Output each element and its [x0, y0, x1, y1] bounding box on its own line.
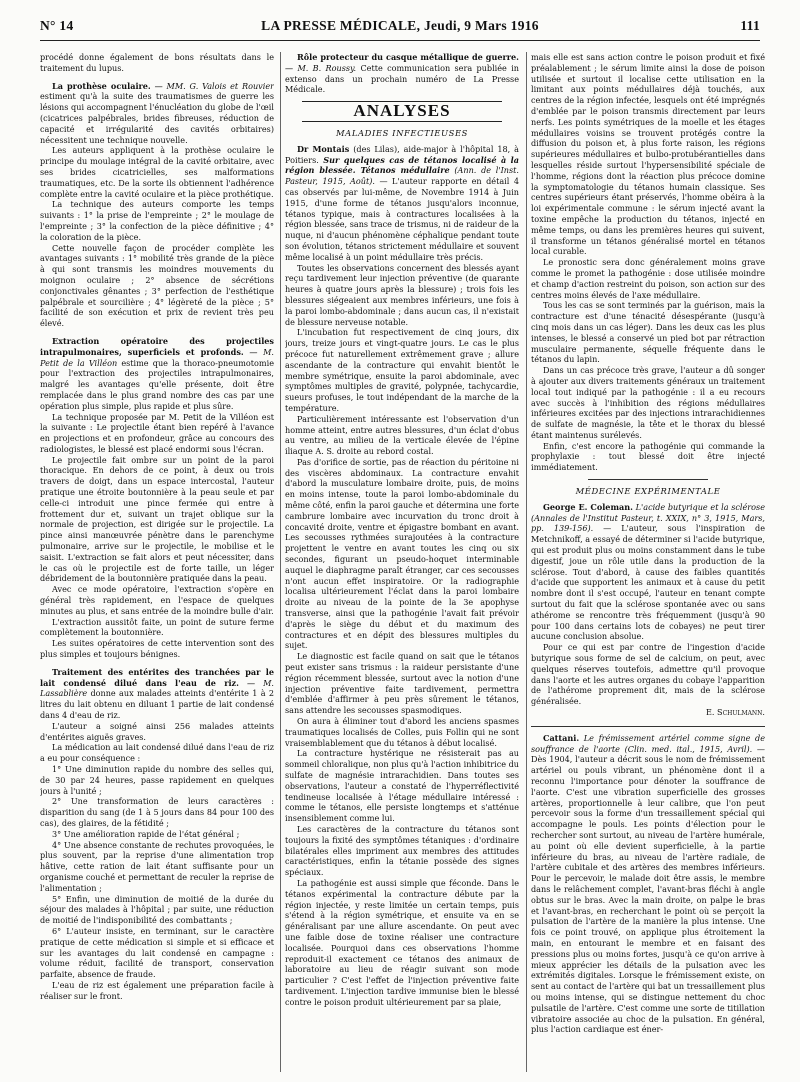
article-authors: — MM. G. Valois et Rouvier — [150, 80, 274, 91]
paragraph: L'eau de riz est également une préparation facile à réaliser sur le front. — [40, 979, 274, 1001]
list-item: 5° Enfin, une diminution de moitié de la durée du séjour des malades à l'hôpital ; par suite, une réduction de moitié de l'indisponibilité des combattants ; — [40, 893, 274, 926]
section-title-analyses: ANALYSES — [302, 101, 502, 122]
list-item: 3° Une amélioration rapide de l'état général ; — [52, 828, 240, 839]
paragraph: Enfin, c'est encore la pathogénie qui commande la prophylaxie : tout blessé doit être injecté immédiatement. — [531, 440, 765, 473]
paragraph: Pour ce qui est par contre de l'ingestion d'acide butyrique sous forme de sel de calcium, on peut, avec quelques réserves toutefois, admettre qu'il provoque dans l'aorte et les autres organes du cobaye l'apparition de l'athérome proprement dit, mais de la sclérose généralisée. — [531, 642, 765, 707]
paragraph: La technique des auteurs comporte les temps suivants : 1° la prise de l'empreinte ; 2° le moulage de l'empreinte ; 3° la confection de la pièce définitive ; 4° la coloration de la pièce. — [40, 199, 274, 242]
article-title: Sur quelques cas de tétanos localisé à la région blessée. Tétanos médullaire — [285, 154, 519, 176]
article-heading: Traitement des entérites des tranchées par le lait condensé dilué dans l'eau de riz. — [40, 666, 274, 688]
article-cattani — [531, 733, 765, 1035]
paragraph: Pas d'orifice de sortie, pas de réaction du péritoine ni des viscères abdominaux. La contracture envahit d'abord la musculature lombaire droite, puis, de moins en moins intense, toute la paroi lombo-abdominale du même côté, enfin la paroi gauche et détermina une forte cambrure lombaire avec incurvation du tronc droit à concavité droite, ventre et épigastre bombant en avant. Les secousses rythmées surajoutées à la contracture projettent le ventre en avant toutes les cinq ou six secondes, figurant un pseudo-hoquet interminable auquel le diaphragme paraît étranger, car ces secousses n'ont aucun effet inspiratoire. Or la radiographie localisa ultérieurement l'éclat dans la paroi lombaire droite au niveau de la pointe de la 3e apophyse transverse, ainsi que la pathogénie l'avait fait prévoir d'après le siège du début et du maximum des contractures et en dépit des blessures multiples du sujet. — [285, 456, 519, 651]
list-item: 4° Une absence constante de rechutes provoquées, le plus souvent, par la reprise d'une alimentation trop hâtive, cette ration de lait étant suffisante pour un organisme couché et permettant de reculer la reprise de l'alimentation ; — [40, 839, 274, 893]
column-1 — [40, 52, 274, 1072]
paragraph: — L'auteur rapporte en détail 4 cas observés par lui-même, de Novembre 1914 à Juin 1915, d'une forme de tétanos jusqu'alors inconnue, tétanos typique, mais à contractures localisées à la région blessée, sans trace de trismus, ni de raideur de la nuque, ni d'aucun phénomène céphalique pendant toute son évolution, tétanos strictement médullaire et souvent même localisé à un point médullaire très précis. — [285, 176, 519, 262]
paragraph: mais elle est sans action contre le poison produit et fixé préalablement ; le sérum limite ainsi la dose de poison utilisée et surtout il localise cette utilisation en la limitant aux points médullaires déjà touchés, aux centres de la région infectée, lesquels ont été imprégnés d'emblée par le poison transmis directement par leurs nerfs. Les points symétriques de la moelle et les étages médullaires voisins se trouvent protégés contre la diffusion du poison et, à plus forte raison, les régions supérieures médullaires et bulbo-protubérantielles dans lesquelles réside surtout l'hypersensibilité spéciale de l'homme, régions dont la réaction plus précoce domine la symptomatologie du tétanos humain classique. Ses centres supérieurs étant préservés, l'homme obéira à la loi expérimentale commune : le sérum injecté avant la toxine empêche la production du tétanos, injecté en même temps, ou dans les premières heures qui suivent, il transforme un tétanos généralisé mortel en tétanos local curable. — [531, 52, 765, 257]
page-header — [40, 14, 760, 36]
paragraph: procédé donne également de bons résultats dans le traitement du lupus. — [40, 52, 274, 73]
list-item: 6° L'auteur insiste, en terminant, sur le caractère pratique de cette médication si simple et si efficace et sur les avantages du lait condensé en campagne : volume réduit, facilité de transport, conservation parfaite, absence de fraude. — [40, 925, 274, 980]
article-authors: — M. Petit de la Villéon — [40, 346, 274, 368]
paragraph: La contracture hystérique ne résisterait pas au sommeil chloralique, non plus qu'à l'action inhibitrice du sulfate de magnésie intrarachidien. Dans toutes ses observations, l'auteur a constaté de l'hyperréflectivité tendineuse localisée à l'étage médullaire intéressé : comme le tétanos, elle persiste longtemps et s'atténue insensiblement comme lui. — [285, 748, 519, 824]
paragraph: Toutes les observations concernent des blessés ayant reçu tardivement leur injection préventive (de quarante heures à quatre jours après la blessure) ; trois fois les blessures siégeaient aux membres inférieurs, une fois à la paroi lombo-abdominale ; dans aucun cas, il n'existait de blessure nerveuse notable. — [285, 262, 519, 327]
article-authors: — M. B. Roussy. — [285, 62, 357, 73]
article-reference: (Clin. med. ital., 1915, Avril). — [619, 743, 753, 754]
article-coleman — [531, 502, 765, 642]
article-heading: La prothèse oculaire. — [52, 80, 151, 91]
page-number: 111 — [740, 18, 760, 33]
section-divider — [588, 479, 708, 480]
column-3 — [531, 52, 765, 1072]
section-heading: MALADIES INFECTIEUSES — [336, 127, 468, 138]
article-reference: (Annales de l'Institut Pasteur, t. XXIX, n° 3, 1915, Mars, pp. 139-156). — [531, 512, 765, 534]
paragraph: La technique proposée par M. Petit de la Villéon est la suivante : Le projectile étant bien repéré à l'avance en projections et en profondeur, grâce au concours des radiologistes, le blessé est placé endormi sous l'écran. — [40, 411, 274, 454]
article-reference: (Ann. de l'Inst. Pasteur, 1915, Août). — [285, 165, 519, 187]
author-affiliation: (des Lilas), aide-major à l'hôpital 18, à Poitiers. — [285, 143, 519, 165]
paragraph: Particulièrement intéressante est l'observation d'un homme atteint, entre autres blessures, d'un éclat d'obus au ventre, au milieu de la verticale élevée de l'épine iliaque A. S. droite au rebord costal. — [285, 413, 519, 457]
paragraph: Cette nouvelle façon de procéder complète les avantages suivants : 1° mobilité très grande de la pièce à qui sont transmis les moindres mouvements du moignon oculaire ; 2° absence de sécrétions conjonctivales gênantes ; 3° perfection de l'esthétique palpébrale et sourcilière ; 4° légèreté de la pièce ; 5° facilité de son exécution et prix de revient très peu élevé. — [40, 242, 274, 329]
paragraph: Le diagnostic est facile quand on sait que le tétanos peut exister sans trismus : la raideur persistante d'une région récemment blessée, surtout avec la notion d'une injection préventive faite tardivement, permettra d'emblée d'affirmer à peu près sûrement le tétanos, sans attendre les secousses spasmodiques. — [285, 651, 519, 716]
paragraph: La médication au lait condensé dilué dans l'eau de riz a eu pour conséquence : — [40, 742, 274, 764]
article-montais — [285, 144, 519, 263]
article-heading: Extraction opératoire des projectiles intrapulmonaires, superficiels et profonds. — [40, 335, 274, 357]
article-prothese — [40, 81, 274, 146]
paragraph: L'extraction aussitôt faite, un point de suture ferme complètement la boutonnière. — [40, 616, 274, 638]
article-title: L'acide butyrique et la sclérose — [632, 501, 765, 512]
paragraph: L'auteur a soigné ainsi 256 malades atteints d'entérites aiguës graves. — [40, 720, 274, 742]
column-divider — [280, 52, 281, 1072]
paragraph: Cette communication sera publiée in extenso dans un prochain numéro de La Presse Médicale. — [285, 62, 519, 95]
section-heading: MÉDECINE EXPÉRIMENTALE — [575, 486, 721, 497]
list-item: 1° Une diminution rapide du nombre des selles qui, de 30 par 24 heures, passe rapidement en quelques jours à l'unité ; — [40, 764, 274, 796]
paragraph: La pathogénie est aussi simple que féconde. Dans le tétanos expérimental la contracture débute par la région injectée, y reste limitée un certain temps, puis s'étend à la région symétrique, et ensuite va en se généralisant par une allure ascendante. On peut avec une faible dose de toxine réaliser une contracture localisée. Pourquoi dans ces observations l'homme reproduit-il exactement ce tétanos des animaux de laboratoire au lieu de réagir suivant son mode particulier ? C'est l'effet de l'injection préventive faite tardivement. L'injection tardive immunise bien le blessé contre le poison produit ultérieurement par sa plaie, — [285, 877, 519, 1007]
paragraph: Tous les cas se sont terminés par la guérison, mais la contracture est d'une ténacité désespérante (jusqu'à cinq mois dans un cas léger). Dans les deux cas les plus intenses, le blessé a conservé un pied bot par rétraction musculaire permanente, séquelle fréquente dans le tétanos du lapin. — [531, 300, 765, 365]
paragraph: estime que la thoraco-pneumotomie pour l'extraction des projectiles intrapulmonaires, malgré les avantages qu'elle présente, doit être remplacée dans le plus grand nombre des cas par une opération plus simple, plus rapide et plus sûre. — [40, 357, 274, 411]
paragraph: donne aux malades atteints d'entérite 1 à 2 litres du lait obtenu en diluant 1 partie de lait condensé dans 4 d'eau de riz. — [40, 688, 274, 721]
article-authors: — M. Lassablière — [40, 677, 274, 699]
paragraph: On aura à éliminer tout d'abord les anciens spasmes traumatiques localisés de Colles, puis Follin qui ne sont vraisemblablement que du tétanos à début localisé. — [285, 716, 519, 748]
article-casque — [285, 52, 519, 95]
issue-number: N° 14 — [40, 18, 74, 33]
journal-title: LA PRESSE MÉDICALE, Jeudi, 9 Mars 1916 — [261, 18, 539, 33]
article-extraction — [40, 336, 274, 412]
article-divider — [531, 726, 765, 727]
paragraph: Le pronostic sera donc généralement moins grave comme le promet la pathogénie : dose utilisée moindre et champ d'action restreint du poison, son action sur des centres moins élevés de l'axe médullaire. — [531, 257, 765, 300]
paragraph: — Dès 1904, l'auteur a décrit sous le nom de frémissement artériel ou pouls vibrant, un phénomène dont il a reconnu l'importance pour dénoter la souffrance de l'aorte. C'est une vibration superficielle des grosses artères, proportionnelle à leur calibre, que l'on peut percevoir sous la forme d'un tressaillement spécial qui accompagne le pouls. Les points d'élection pour le rechercher sont surtout, au niveau de l'artère humérale, au point où elle devient superficielle, à la partie inférieure du bras, au niveau de l'artère radiale, de l'artère cubitale et des artères des membres inférieurs. Pour le percevoir, le malade doit être assis, le membre dans le relâchement complet, l'avant-bras fléchi à angle obtus sur le bras. Avec la main droite, on palpe le bras et l'avant-bras, en recherchant le point où se perçoit la pulsation de l'artère de la manière la plus intense. Une fois ce point trouvé, on applique plus étroitement la main, en entourant le membre et en faisant des pressions plus ou moins fortes, jusqu'à ce qu'on arrive à mieux apprécier les détails de la pulsation avec les extrémités digitales. Lorsque le frémissement existe, on sent au contact de l'artère qui bat un tressaillement plus ou moins intense, qui se distingue nettement du choc pulsatile de l'artère. C'est comme une sorte de titillation vibratoire associée au choc de la pulsation. En général, plus l'action cardiaque est éner- — [531, 743, 765, 1035]
article-author: Cattani. — [543, 732, 580, 743]
article-author: George E. Coleman. — [543, 501, 633, 512]
header-rule — [40, 40, 760, 41]
paragraph: Les suites opératoires de cette intervention sont des plus simples et toujours bénignes. — [40, 638, 274, 660]
column-divider — [526, 52, 527, 1072]
column-2 — [285, 52, 519, 1072]
article-author: Dr Montais — [297, 143, 350, 154]
article-heading: Rôle protecteur du casque métallique de guerre. — [297, 52, 519, 62]
paragraph: Les caractères de la contracture du tétanos sont toujours la fixité des symptômes tétaniques : d'ordinaire bilatérales elles impriment aux membres des attitudes caractéristiques, enfin la tétanie possède des signes spéciaux. — [285, 823, 519, 878]
paragraph: L'incubation fut respectivement de cinq jours, dix jours, treize jours et vingt-quatre jours. Le cas le plus précoce fut naturellement extrêmement grave ; allure ascendante de la contracture qui envahit bientôt le membre symétrique, ensuite la paroi abdominale, avec symptômes multiples de gravité, polypnée, tachycardie, sueurs profuses, le tout indépendant de la marche de la température. — [285, 327, 519, 413]
signature: E. Schulmann. — [705, 707, 765, 718]
list-item: 2° Une transformation de leurs caractères : disparition du sang (de 1 à 5 jours dans 84 pour 100 des cas), des glaires, de la fétidité ; — [40, 796, 274, 828]
article-enterites — [40, 667, 274, 721]
paragraph: Avec ce mode opératoire, l'extraction s'opère en général très rapidement, en l'espace de quelques minutes au plus, et sans entrée de la moindre bulle d'air. — [40, 584, 274, 616]
article-title: Le frémissement artériel comme signe de souffrance de l'aorte — [531, 732, 765, 754]
paragraph: Le projectile fait ombre sur un point de la paroi thoracique. En dehors de ce point, à deux ou trois travers de doigt, dans un espace intercostal, l'auteur pratique une étroite boutonnière à la peau seule et par celle-ci introduit une pince fermée qui entre à frottement dur et, suivant un trajet oblique sur la normale de projection, est dirigée sur le projectile. La pince ainsi manœuvrée pénètre dans le parenchyme pulmonaire, arrive sur le projectile, le mobilise et le saisit. L'extraction se fait alors et peut nécessiter, dans le cas où le projectile est de forte taille, un léger débridement de la boutonnière pratiquée dans la peau. — [40, 454, 274, 584]
paragraph: estiment qu'à la suite des traumatismes de guerre les lésions qui accompagnent l'énucléation du globe de l'œil (cicatrices palpébrales, brides fibreuses, réduction de capacité et irrégularité des cavités orbitaires) nécessitent une technique nouvelle. — [40, 91, 274, 145]
paragraph: — L'auteur, sous l'inspiration de Metchnikoff, a essayé de déterminer si l'acide butyrique, qui est produit plus ou moins constamment dans le tube digestif, joue un rôle utile dans la production de la sclérose. Tout d'abord, à cause des faibles quantités d'acide que supportent les animaux et à cause du petit nombre dont il s'est occupé, l'auteur en tenant compte surtout du fait que la sclérose spontanée avec ou sans athérome se rencontre très fréquemment (jusqu'à 90 pour 100 dans certains lots de cobayes) ne peut tirer aucune conclusion absolue. — [531, 523, 765, 642]
paragraph: Dans un cas précoce très grave, l'auteur a dû songer à ajouter aux divers traitements généraux un traitement local tout indiqué par la pathogénie : il a eu recours avec succès à l'inhibition des régions médullaires inférieures excitées par des injections intrarachidiennes de sulfate de magnésie, la tête et le thorax du blessé étant maintenus surélevés. — [531, 365, 765, 440]
paragraph: Les auteurs appliquent à la prothèse oculaire le principe du moulage intégral de la cavité orbitaire, avec ses brides cicatricielles, ses malformations traumatiques, etc. De la sorte ils obtiennent l'adhérence complète entre la cavité oculaire et la pièce prothétique. — [40, 145, 274, 199]
